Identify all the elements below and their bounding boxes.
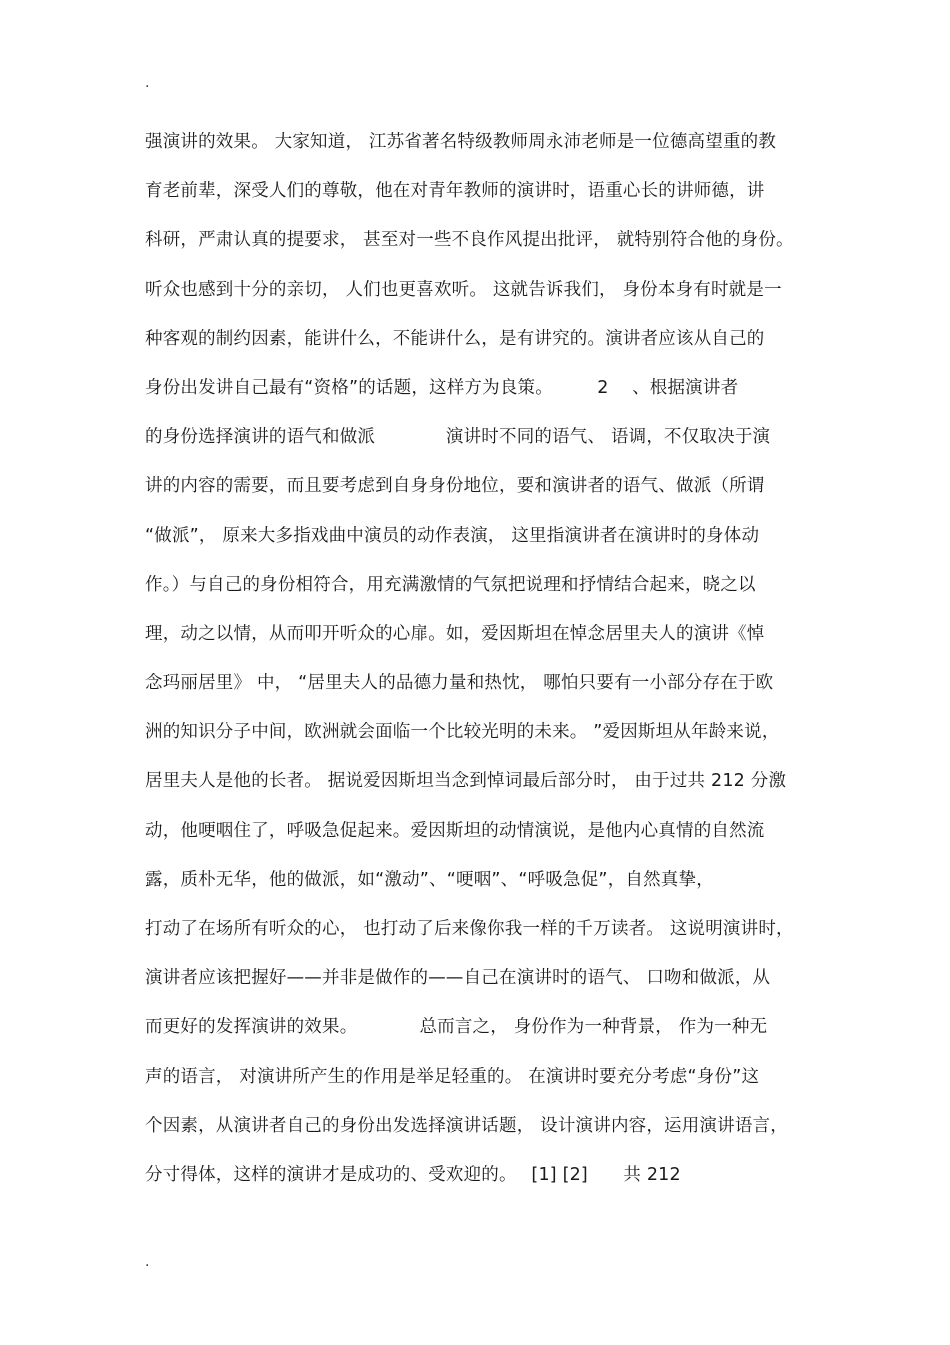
text-line: 打动了在场所有听众的心， 也打动了后来像你我一样的千万读者。 这说明演讲时， [145,919,794,939]
text-line: 洲的知识分子中间，欧洲就会面临一个比较光明的未来。 ”爱因斯坦从年龄来说， [145,722,780,743]
bottom-page-mark: . [145,1254,150,1270]
text-line: 而更好的发挥演讲的效果。 总而言之， 身份作为一种背景， 作为一种无 [145,1017,768,1038]
text-line: 的身份选择演讲的语气和做派 演讲时不同的语气、 语调，不仅取决于演 [145,427,771,448]
text-line: 听众也感到十分的亲切， 人们也更喜欢听。 这就告诉我们， 身份本身有时就是一 [145,279,782,300]
text-line: 身份出发讲自己最有“资格”的话题，这样方为良策。 2 、根据演讲者 [145,377,739,398]
text-line: 个因素，从演讲者自己的身份出发选择演讲话题， 设计演讲内容，运用演讲语言， [145,1115,788,1136]
text-line: 强演讲的效果。 大家知道， 江苏省著名特级教师周永沛老师是一位德高望重的教 [145,132,777,152]
text-line: 育老前辈，深受人们的尊敬，他在对青年教师的演讲时，语重心长的讲师德，讲 [145,181,765,202]
text-line: 居里夫人是他的长者。 据说爱因斯坦当念到悼词最后部分时， 由于过共 212 分激 [145,771,787,792]
text-line: 讲的内容的需要，而且要考虑到自身身份地位，要和演讲者的语气、做派（所谓 [145,476,765,497]
text-line: 露，质朴无华，他的做派，如“激动”、“哽咽”、“呼吸急促”，自然真挚， [145,869,714,890]
text-line: 分寸得体，这样的演讲才是成功的、受欢迎的。 [1] [2] 共 212 [145,1164,681,1185]
text-line: 念玛丽居里》 中， “居里夫人的品德力量和热忱， 哪怕只要有一小部分存在于欧 [145,673,774,694]
text-line: 理，动之以情，从而叩开听众的心扉。如，爱因斯坦在悼念居里夫人的演讲《悼 [145,623,765,644]
text-line: 种客观的制约因素，能讲什么，不能讲什么，是有讲究的。演讲者应该从自己的 [145,328,765,349]
text-line: “做派”， 原来大多指戏曲中演员的动作表演， 这里指演讲者在演讲时的身体动 [145,525,760,546]
text-line: 作。）与自己的身份相符合，用充满激情的气氛把说理和抒情结合起来，晓之以 [145,574,756,595]
text-line: 演讲者应该把握好——并非是做作的——自己在演讲时的语气、 口吻和做派，从 [145,968,771,989]
body-text [145,124,815,1206]
top-page-mark: . [145,75,150,91]
text-line: 声的语言， 对演讲所产生的作用是举足轻重的。 在演讲时要充分考虑“身份”这 [145,1066,760,1087]
text-line: 动，他哽咽住了，呼吸急促起来。爱因斯坦的动情演说，是他内心真情的自然流 [145,820,765,841]
text-line: 科研，严肃认真的提要求， 甚至对一些不良作风提出批评， 就特别符合他的身份。 [145,230,794,251]
